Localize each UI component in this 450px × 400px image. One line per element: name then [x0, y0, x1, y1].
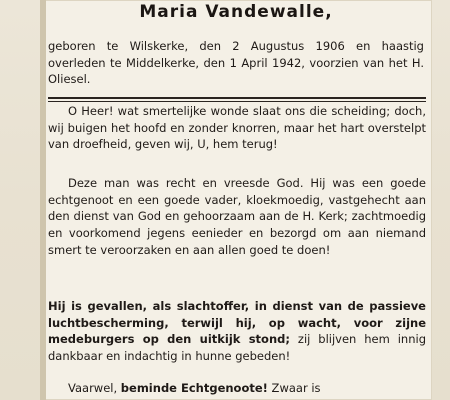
paragraph-sacrifice: [48, 298, 426, 365]
paragraph-prayer: [48, 103, 426, 153]
biography: [48, 38, 424, 88]
memorial-card: [40, 0, 432, 400]
sacrifice-bold-text: Hij is gevallen, als slachtoffer, in dienst van de passieve luchtbescherming, terwijl hij, op wacht, voor zijne medeburgers op den uitkijk stond;: [48, 299, 426, 347]
paragraph-character: [48, 175, 426, 259]
biography-text: geboren te Wilskerke, den 2 Augustus 1906 en haastig overleden te Middelkerke, den 1 April 1942, voorzien van het H. Oliesel.: [48, 39, 424, 86]
farewell-bold: beminde Echtgenoote!: [120, 381, 268, 395]
character-text: Deze man was recht en vreesde God. Hij was een goede echtgenoot en een goede vader, kloekmoedig, vastgehecht aan den dienst van God en gehoorzaam aan de H. Kerk; zachtmoedig en voorkomend jegens eenieder en bezorgd om aan niemand smert te veroorzaken en aan allen goed te doen!: [48, 176, 426, 257]
divider-thin: [48, 101, 426, 102]
sacrifice-rest-text: zij blijven hem innig dankbaar en indachtig in hunne gebeden!: [48, 332, 427, 364]
prayer-text: O Heer! wat smertelijke wonde slaat ons die scheiding; doch, wij buigen het hoofd en zonder knorren, maar het hart overstelpt van droefheid, geven wij, U, hem terug!: [48, 104, 426, 152]
farewell-start: Vaarwel,: [68, 381, 121, 395]
deceased-name: Maria Vandewalle,: [139, 2, 333, 22]
paragraph-farewell: [48, 380, 426, 397]
divider-thick: [48, 97, 426, 99]
farewell-end: Zwaar is: [267, 381, 321, 395]
card-edge: [40, 0, 46, 400]
